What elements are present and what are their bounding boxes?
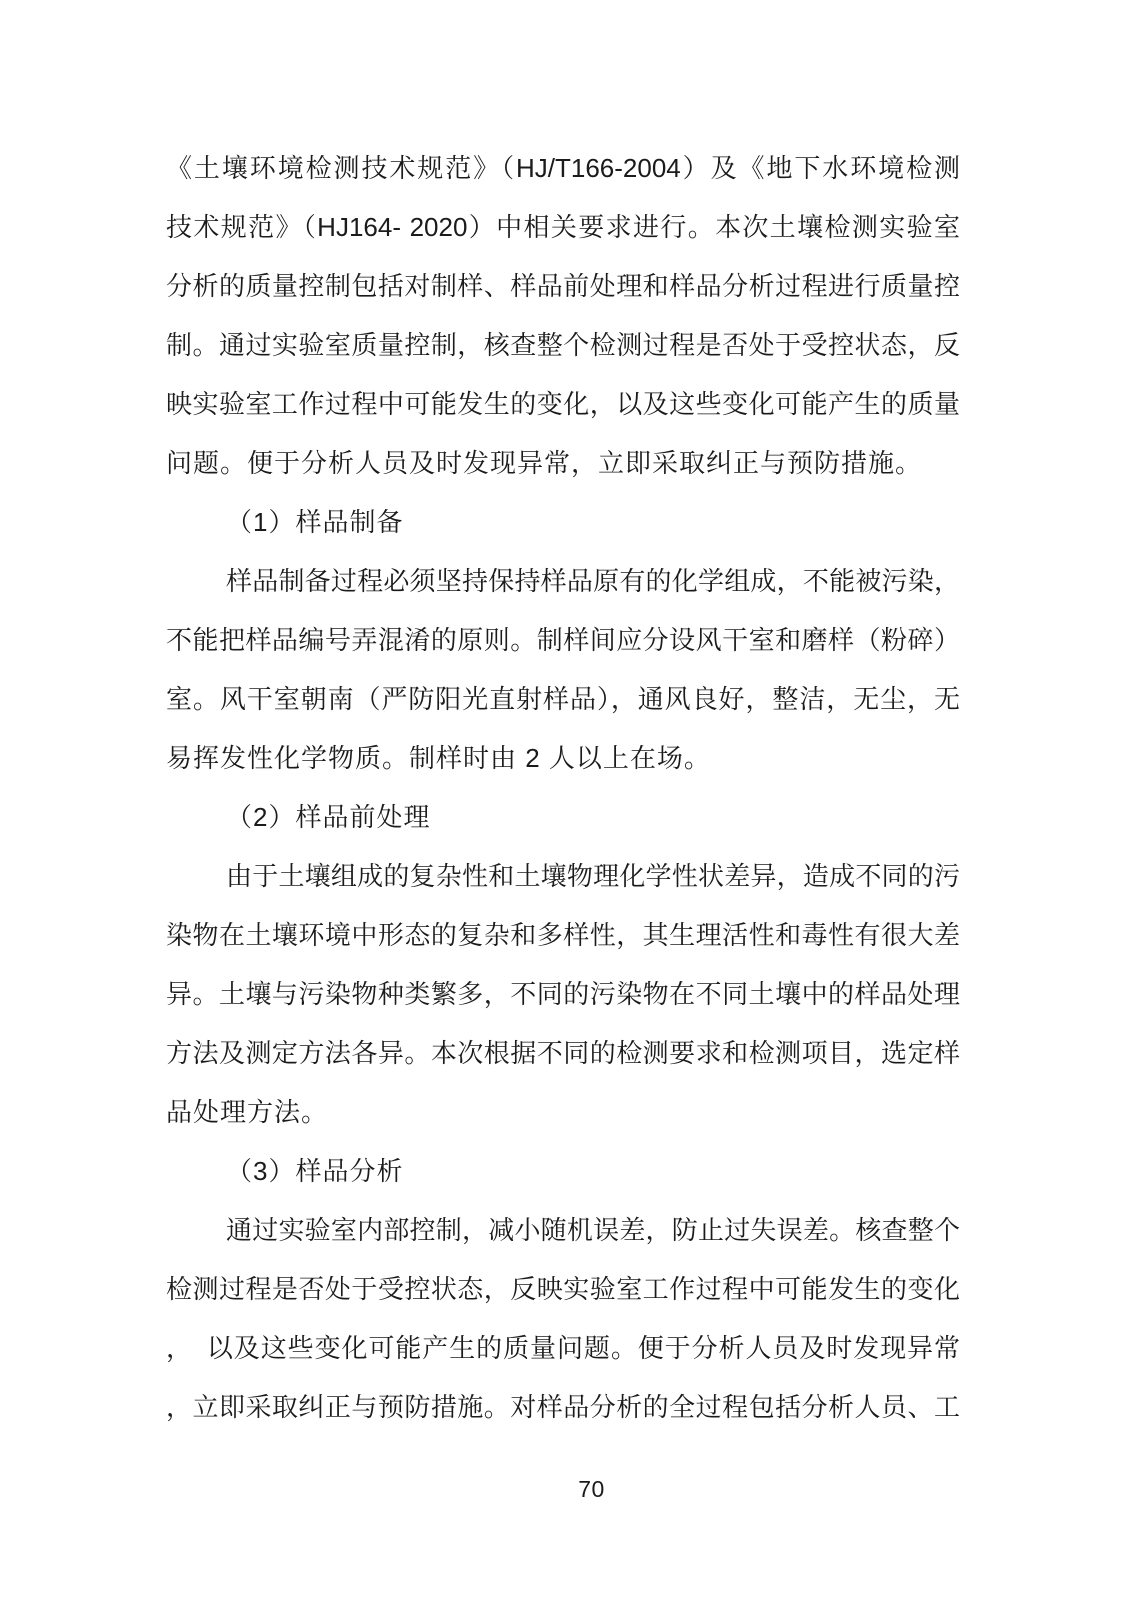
text-line: ，立即采取纠正与预防措施。对样品分析的全过程包括分析人员、工 bbox=[166, 1392, 960, 1422]
text-line: 方法及测定方法各异。本次根据不同的检测要求和检测项目，选定样 bbox=[166, 1038, 960, 1068]
text-line: （1）样品制备 bbox=[226, 507, 404, 537]
text-line: 通过实验室内部控制，减小随机误差，防止过失误差。核查整个 bbox=[226, 1215, 960, 1245]
text-line: 分析的质量控制包括对制样、样品前处理和样品分析过程进行质量控 bbox=[166, 271, 960, 301]
text-line: 样品制备过程必须坚持保持样品原有的化学组成，不能被污染， bbox=[226, 566, 960, 596]
text-line: 技术规范》（HJ164- 2020）中相关要求进行。本次土壤检测实验室 bbox=[166, 212, 960, 242]
text-line: 检测过程是否处于受控状态，反映实验室工作过程中可能发生的变化 bbox=[166, 1274, 960, 1304]
text-line: （3）样品分析 bbox=[226, 1156, 404, 1186]
page-number: 70 bbox=[578, 1476, 605, 1502]
text-line: 映实验室工作过程中可能发生的变化，以及这些变化可能产生的质量 bbox=[166, 389, 960, 419]
page-body bbox=[166, 139, 960, 1437]
text-line: 染物在土壤环境中形态的复杂和多样性，其生理活性和毒性有很大差 bbox=[166, 920, 960, 950]
text-line: 制。通过实验室质量控制，核查整个检测过程是否处于受控状态，反 bbox=[166, 330, 960, 360]
text-line: 问题。便于分析人员及时发现异常，立即采取纠正与预防措施。 bbox=[166, 448, 923, 478]
text-line: 易挥发性化学物质。制样时由 2 人以上在场。 bbox=[166, 743, 711, 773]
text-line: 由于土壤组成的复杂性和土壤物理化学性状差异，造成不同的污 bbox=[226, 861, 960, 891]
text-line: 异。土壤与污染物种类繁多，不同的污染物在不同土壤中的样品处理 bbox=[166, 979, 960, 1009]
text-line: 品处理方法。 bbox=[166, 1097, 329, 1127]
text-line: （2）样品前处理 bbox=[226, 802, 431, 832]
text-line: 《土壤环境检测技术规范》（HJ/T166-2004）及《地下水环境检测 bbox=[166, 153, 960, 183]
text-line: 室。风干室朝南（严防阳光直射样品），通风良好，整洁，无尘，无 bbox=[166, 684, 960, 714]
text-line: 不能把样品编号弄混淆的原则。制样间应分设风干室和磨样（粉碎） bbox=[166, 625, 960, 655]
text-line: ， 以及这些变化可能产生的质量问题。便于分析人员及时发现异常 bbox=[166, 1333, 960, 1363]
